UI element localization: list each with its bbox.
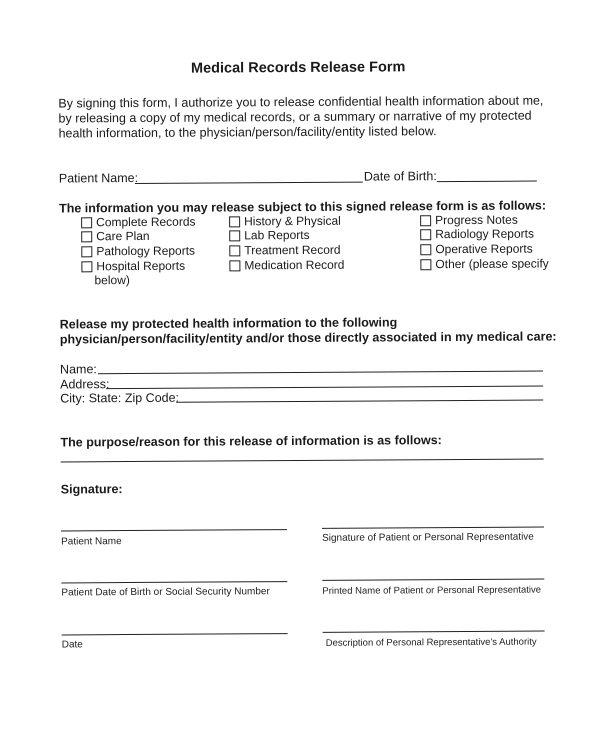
checkbox-complete-records[interactable] (81, 215, 195, 230)
checkbox-icon[interactable] (81, 246, 92, 257)
checkbox-pathology-reports[interactable] (81, 244, 195, 259)
name-label: Name: (59, 362, 97, 377)
checkbox-icon[interactable] (229, 230, 240, 241)
info-heading: The information you may release subject to this signed release form is as follows: (58, 198, 547, 216)
checkbox-lab-reports[interactable] (229, 228, 309, 242)
checkbox-label: Medication Record (244, 257, 345, 273)
city-state-zip-label: City: State: Zip Code: (60, 390, 180, 406)
checkbox-label: Progress Notes (435, 212, 518, 228)
authority-description-line[interactable] (323, 631, 545, 633)
date-sign-line[interactable] (62, 633, 288, 635)
name-field[interactable] (98, 371, 543, 375)
checkbox-hospital-reports[interactable] (81, 259, 185, 274)
checkbox-label: Other (please specify (435, 256, 549, 272)
checkbox-label: History & Physical (244, 213, 341, 229)
checkbox-label: Lab Reports (244, 227, 310, 243)
dob-ssn-caption: Patient Date of Birth or Social Security Number (61, 586, 270, 599)
release-heading-line: physician/person/facility/entity and/or those directly associated in my medical care: (59, 329, 557, 347)
authority-description-caption: Description of Personal Representative's Authority (325, 636, 537, 649)
checkbox-label-continued: below) (94, 273, 130, 288)
checkbox-icon[interactable] (81, 261, 92, 272)
patient-name-field[interactable] (135, 182, 363, 184)
checkbox-other[interactable] (420, 256, 548, 271)
checkbox-medication-record[interactable] (229, 258, 344, 273)
checkbox-label: Complete Records (96, 214, 196, 230)
dob-label: Date of Birth: (363, 169, 437, 184)
intro-line: by releasing a copy of my medical records, or a summary or narrative of my protected (58, 108, 532, 126)
checkbox-icon[interactable] (420, 229, 431, 240)
checkbox-icon[interactable] (229, 216, 240, 227)
city-state-zip-field[interactable] (176, 400, 543, 403)
intro-paragraph (58, 94, 543, 142)
checkbox-radiology-reports[interactable] (420, 227, 534, 242)
checkbox-icon[interactable] (229, 245, 240, 256)
checkbox-icon[interactable] (81, 231, 92, 242)
checkbox-icon[interactable] (420, 244, 431, 255)
patient-signature-caption: Signature of Patient or Personal Representative (322, 531, 534, 544)
patient-name-label: Patient Name: (58, 170, 139, 186)
checkbox-label: Care Plan (96, 228, 150, 244)
checkbox-label: Hospital Reports (96, 258, 186, 274)
patient-name-sign-line[interactable] (61, 529, 287, 531)
checkbox-history-physical[interactable] (229, 214, 341, 229)
patient-signature-line[interactable] (322, 527, 544, 529)
checkbox-label: Operative Reports (435, 241, 533, 257)
checkbox-icon[interactable] (229, 260, 240, 271)
purpose-heading: The purpose/reason for this release of information is as follows: (60, 433, 442, 450)
checkbox-operative-reports[interactable] (420, 242, 532, 257)
checkbox-icon[interactable] (420, 215, 431, 226)
form-title: Medical Records Release Form (190, 59, 406, 77)
intro-line: By signing this form, I authorize you to release confidential health information about me, (58, 93, 544, 111)
signature-heading: Signature: (60, 482, 123, 497)
date-caption: Date (61, 639, 83, 651)
checkbox-care-plan[interactable] (81, 229, 149, 243)
checkbox-label: Treatment Record (244, 242, 341, 258)
checkbox-label: Pathology Reports (96, 243, 196, 259)
checkbox-icon[interactable] (420, 259, 431, 270)
release-heading-line: Release my protected health information to the following (59, 315, 398, 332)
purpose-field[interactable] (61, 459, 544, 463)
checkbox-progress-notes[interactable] (420, 213, 518, 228)
patient-name-caption: Patient Name (61, 536, 122, 548)
address-field[interactable] (106, 386, 543, 390)
printed-name-line[interactable] (322, 579, 544, 581)
intro-line: health information, to the physician/person/facility/entity listed below. (58, 124, 437, 141)
checkbox-treatment-record[interactable] (229, 243, 340, 258)
printed-name-caption: Printed Name of Patient or Personal Representative (322, 584, 542, 597)
address-label: Address: (60, 377, 110, 392)
checkbox-icon[interactable] (81, 217, 92, 228)
checkbox-label: Radiology Reports (435, 226, 534, 242)
dob-field[interactable] (437, 181, 537, 183)
dob-ssn-sign-line[interactable] (61, 581, 287, 583)
